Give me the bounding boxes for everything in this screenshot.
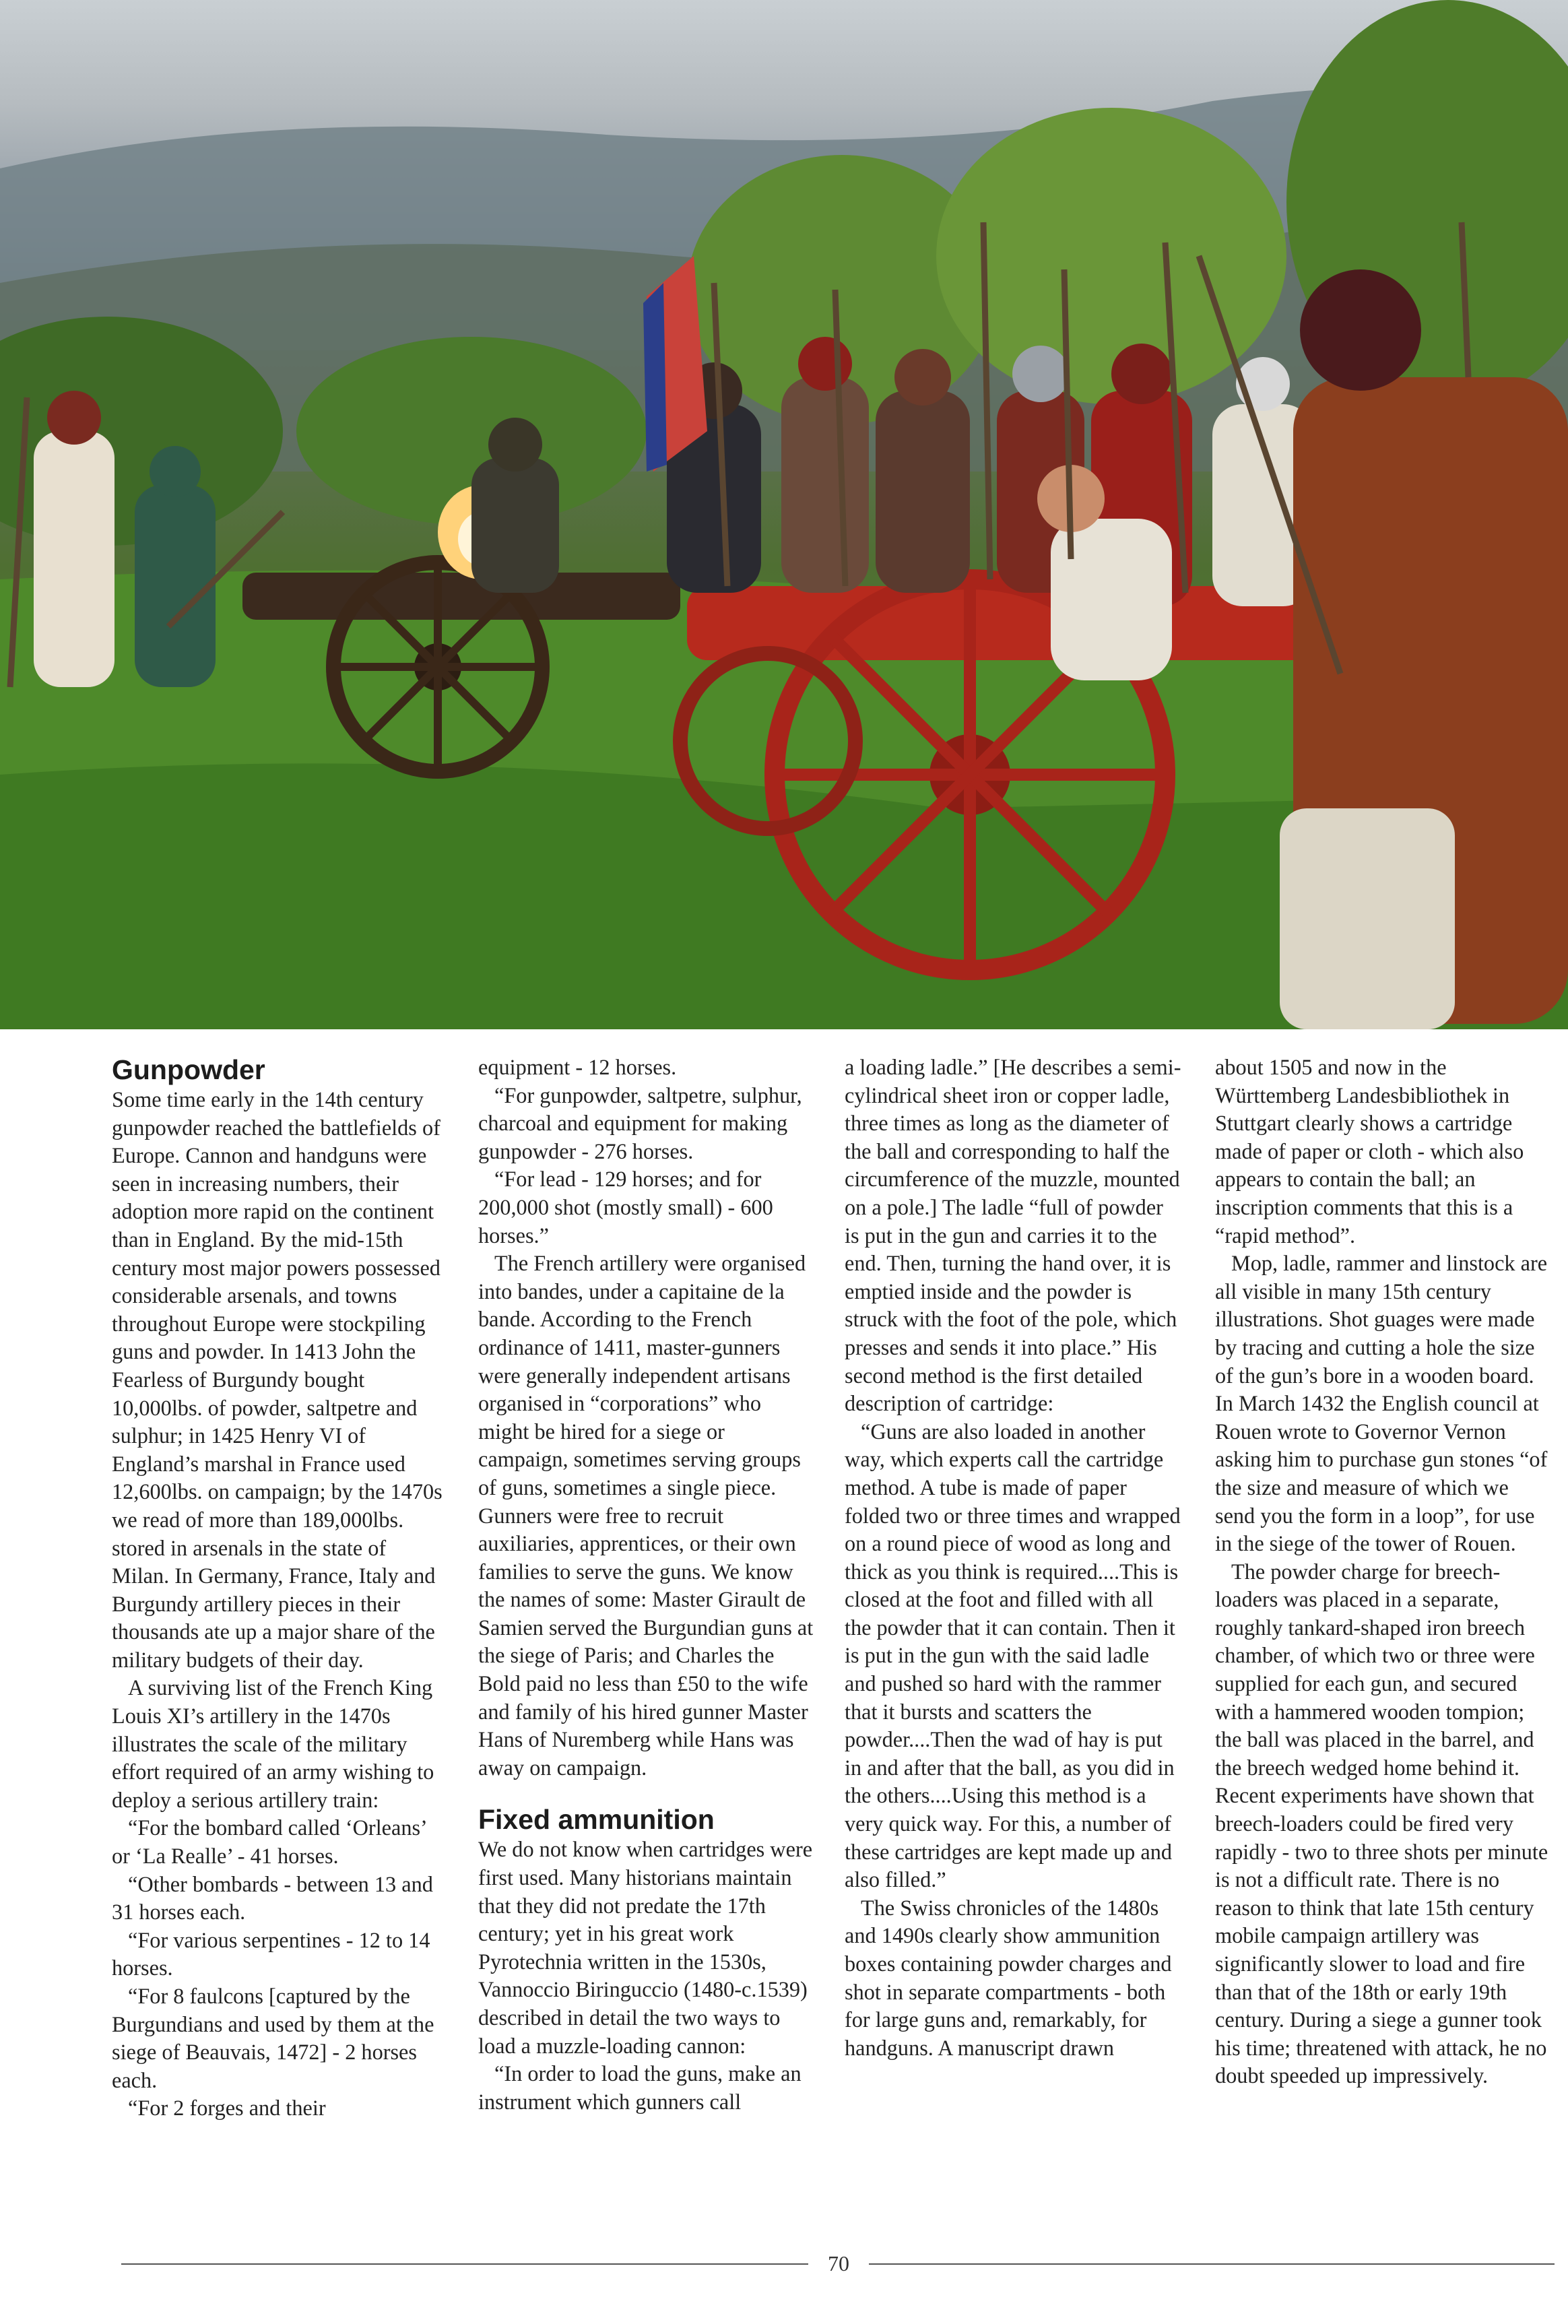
paragraph: “For gunpowder, saltpetre, sulphur, charcoal and equipment for making gunpowder - 276 horses. xyxy=(478,1083,802,1163)
paragraph: The French artillery were organised into bandes, under a capitaine de la bande. According to the French ordinance of 1411, master-gunners were generally independent artisans organised in “corporations” who might be hired for a siege or campaign, sometimes serving groups of guns, sometimes a single piece. Gunners were free to recruit auxiliaries, apprentices, or their own families to serve the guns. We know the names of some: Master Girault de Samien served the Burgundian guns at the siege of Paris; and Charles the Bold paid no less than £50 to the wife and family of his hired gunner Master Hans of Nuremberg while Hans was away on campaign. xyxy=(478,1251,814,1780)
paragraph: “Other bombards - between 13 and 31 horses each. xyxy=(112,1871,433,1925)
page-footer xyxy=(121,2250,1555,2277)
paragraph: The Swiss chronicles of the 1480s and 1490s clearly show ammunition boxes containing powder charges and shot in separate compartments - both for large guns and, remarkably, for handguns. A manuscript drawn xyxy=(845,1895,1172,2060)
paragraph: about 1505 and now in the Württemberg Landesbibliothek in Stuttgart clearly shows a cartridge made of paper or cloth - which also appears to contain the ball; an inscription comments that this is a “rapid method”. xyxy=(1215,1055,1524,1248)
reenactment-photo xyxy=(0,0,1568,1029)
paragraph: “For various serpentines - 12 to 14 horses. xyxy=(112,1927,430,1980)
heading-fixed-ammunition: Fixed ammunition xyxy=(478,1804,715,1836)
heading-gunpowder: Gunpowder xyxy=(112,1054,265,1085)
paragraph: a loading ladle.” [He describes a semi-cylindrical sheet iron or copper ladle, three times as long as the diameter of the ball and corresponding to half the circumference of the muzzle, mounted on a pole.] The ladle “full of powder is put in the gun and carries it to the end. Then, turning the hand over, it is emptied inside and the powder is struck with the foot of the pole, which presses and sends it into place.” His second method is the first detailed description of cartridge: xyxy=(845,1055,1181,1416)
paragraph: “For 8 faulcons [captured by the Burgundians and used by them at the siege of Beauvais, 1472] - 2 horses each. xyxy=(112,1984,434,2092)
paragraph: “For lead - 129 horses; and for 200,000 shot (mostly small) - 600 horses.” xyxy=(478,1167,773,1248)
page-number: 70 xyxy=(828,2251,849,2275)
column-3 xyxy=(845,1054,1181,2062)
paragraph: Mop, ladle, rammer and linstock are all visible in many 15th century illustrations. Shot guages were made by tracing and cutting a hole the size of the gun’s bore in a wooden board. In March 1432 the English council at Rouen wrote to Governor Vernon asking him to purchase gun stones “of the size and measure of which we send you the form in a loop”, for use in the siege of the tower of Rouen. xyxy=(1215,1251,1548,1556)
paragraph: “In order to load the guns, make an instrument which gunners call xyxy=(478,2061,802,2114)
paragraph: A surviving list of the French King Louis XI’s artillery in the 1470s illustrates the scale of the military effort required of an army wishing to deploy a serious artillery train: xyxy=(112,1675,434,1812)
column-4 xyxy=(1215,1054,1552,2090)
paragraph: “For 2 forges and their xyxy=(128,2096,326,2121)
paragraph: equipment - 12 horses. xyxy=(478,1055,677,1079)
paragraph: “Guns are also loaded in another way, which experts call the cartridge method. A tube is made of paper folded two or three times and wrapped on a round piece of wood as long and thick as you think is required....This is closed at the foot and filled with all the powder that it can contain. Then it is put in the gun with the said ladle and pushed so hard with the rammer that it bursts and scatters the powder....Then the wad of hay is put in and after that the ball, as you did in the others....Using this method is a very quick way. For this, a number of these cartridges are kept made up and also filled.” xyxy=(845,1419,1181,1892)
column-2 xyxy=(478,1054,815,2116)
column-1 xyxy=(112,1054,449,2123)
article-text xyxy=(0,1029,1568,2324)
paragraph: The powder charge for breech-loaders was placed in a separate, roughly tankard-shaped iron breech chamber, of which two or three were supplied for each gun, and secured with a hammered wooden tompion; the ball was placed in the barrel, and the breech wedged home behind it. Recent experiments have shown that breech-loaders could be fired very rapidly - two to three shots per minute is not a difficult rate. There is no reason to think that late 15th century mobile campaign artillery was significantly slower to load and fire than that of the 18th or early 19th century. During a siege a gunner took his time; threatened with attack, he no doubt speeded up impressively. xyxy=(1215,1559,1548,2088)
paragraph: Some time early in the 14th century gunpowder reached the battlefields of Europe. Cannon and handguns were seen in increasing numbers, their adoption more rapid on the continent than in England. By the mid-15th century most major powers possessed considerable arsenals, and towns throughout Europe were stockpiling guns and powder. In 1413 John the Fearless of Burgundy bought 10,000lbs. of powder, saltpetre and sulphur; in 1425 Henry VI of England’s marshal in France used 12,600lbs. on campaign; by the 1470s we read of more than 189,000lbs. stored in arsenals in the state of Milan. In Germany, France, Italy and Burgundy artillery pieces in their thousands ate up a major share of the military budgets of their day. xyxy=(112,1087,443,1672)
footer-rule-left xyxy=(121,2263,808,2265)
photo-illustration xyxy=(0,0,1568,1029)
paragraph: We do not know when cartridges were first used. Many historians maintain that they did not predate the 17th century; yet in his great work Pyrotechnia written in the 1530s, Vannoccio Biringuccio (1480-c.1539) described in detail the two ways to load a muzzle-loading cannon: xyxy=(478,1837,813,2058)
footer-rule-right xyxy=(869,2263,1555,2265)
paragraph: “For the bombard called ‘Orleans’ or ‘La Realle’ - 41 horses. xyxy=(112,1815,426,1869)
